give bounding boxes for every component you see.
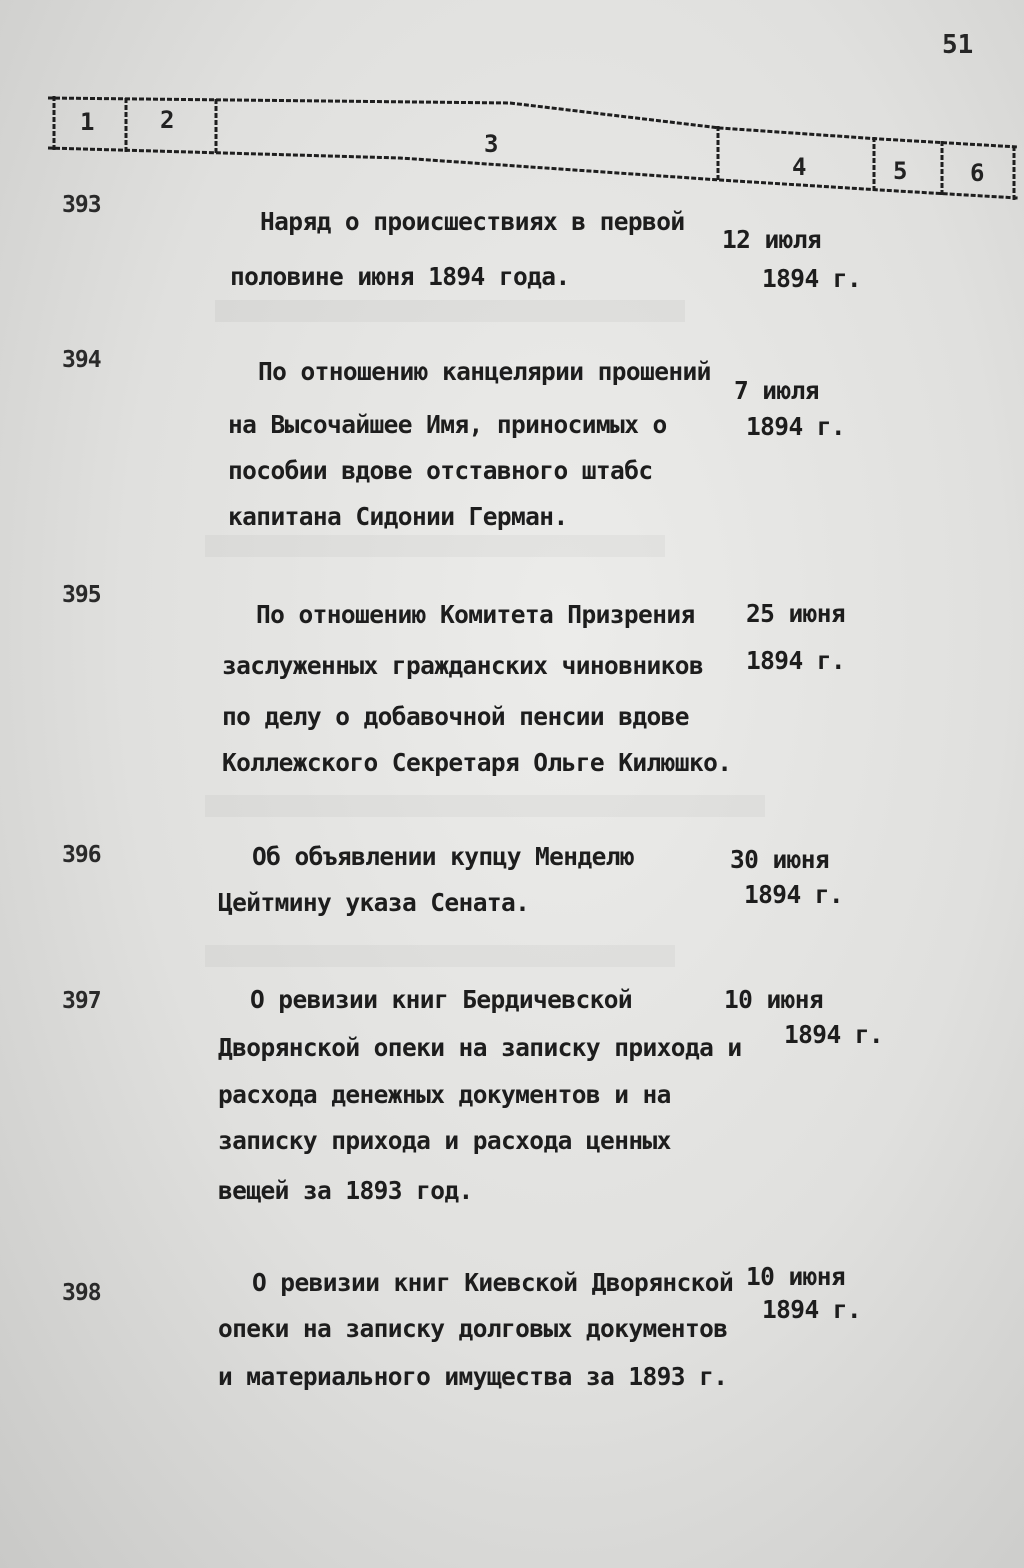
entry-title-line: записку прихода и расхода ценных xyxy=(218,1126,671,1155)
entry-title-line: пособии вдове отставного штабс xyxy=(228,456,653,485)
header-table-lines xyxy=(0,0,1024,220)
entry-date-year: 1894 г. xyxy=(746,646,846,675)
entry-title-line: на Высочайшее Имя, приносимых о xyxy=(228,410,667,439)
entry-title-line: Коллежского Секретаря Ольге Килюшко. xyxy=(222,748,732,777)
entry-date: 12 июля xyxy=(722,225,822,254)
entry-title-line: Цейтмину указа Сената. xyxy=(218,888,530,917)
entry-date: 7 июля xyxy=(734,376,819,405)
bleed-through-shadow xyxy=(215,300,685,322)
column-header-4: 4 xyxy=(792,153,807,181)
entry-title-line: опеки на записку долговых документов xyxy=(218,1314,728,1343)
entry-title-line: по делу о добавочной пенсии вдове xyxy=(222,702,689,731)
entry-date-year: 1894 г. xyxy=(762,1295,862,1324)
entry-title-line: вещей за 1893 год. xyxy=(218,1176,473,1205)
entry-title-line: заслуженных гражданских чиновников xyxy=(222,651,704,680)
entry-number: 394 xyxy=(62,347,101,373)
entry-date-year: 1894 г. xyxy=(784,1020,884,1049)
column-header-6: 6 xyxy=(970,159,985,187)
entry-date: 25 июня xyxy=(746,599,846,628)
entry-date: 10 июня xyxy=(746,1262,846,1291)
entry-date: 30 июня xyxy=(730,845,830,874)
entry-number: 397 xyxy=(62,988,101,1014)
entry-title-line: По отношению канцелярии прошений xyxy=(258,357,711,386)
entry-number: 395 xyxy=(62,582,101,608)
column-header-5: 5 xyxy=(893,157,908,185)
entry-title-line: половине июня 1894 года. xyxy=(230,262,570,291)
entry-title-line: О ревизии книг Киевской Дворянской xyxy=(252,1268,734,1297)
column-header-1: 1 xyxy=(80,108,95,136)
entry-number: 396 xyxy=(62,842,101,868)
entry-date-year: 1894 г. xyxy=(746,412,846,441)
column-header-table xyxy=(0,0,1024,220)
entry-date-year: 1894 г. xyxy=(762,264,862,293)
entry-number: 398 xyxy=(62,1280,101,1306)
bleed-through-shadow xyxy=(205,535,665,557)
column-header-2: 2 xyxy=(160,106,175,134)
entry-title-line: Об объявлении купцу Менделю xyxy=(252,842,635,871)
entry-title-line: расхода денежных документов и на xyxy=(218,1080,671,1109)
column-header-3: 3 xyxy=(484,130,499,158)
entry-date-year: 1894 г. xyxy=(744,880,844,909)
entry-title-line: Дворянской опеки на записку прихода и xyxy=(218,1033,742,1062)
entry-title-line: и материального имущества за 1893 г. xyxy=(218,1362,728,1391)
entry-date: 10 июня xyxy=(724,985,824,1014)
entry-title-line: О ревизии книг Бердичевской xyxy=(250,985,633,1014)
bleed-through-shadow xyxy=(205,795,765,817)
entry-number: 393 xyxy=(62,192,101,218)
entry-title-line: По отношению Комитета Призрения xyxy=(256,600,695,629)
entry-title-line: капитана Сидонии Герман. xyxy=(228,502,568,531)
page-number: 51 xyxy=(942,30,974,60)
entry-title-line: Наряд о происшествиях в первой xyxy=(260,207,685,236)
bleed-through-shadow xyxy=(205,945,675,967)
